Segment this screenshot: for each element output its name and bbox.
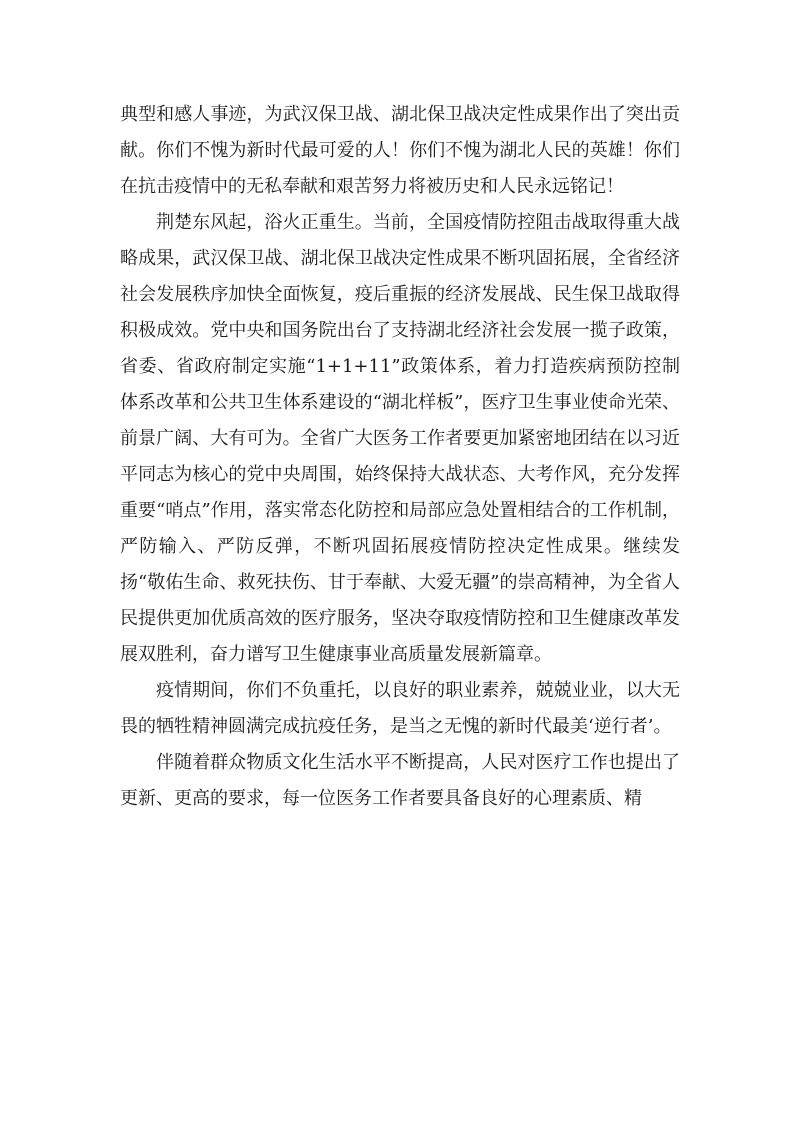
paragraph: 伴随着群众物质文化生活水平不断提高，人民对医疗工作也提出了更新、更高的要求，每一位医务工作者要具备良好的心理素质、精	[120, 752, 680, 809]
paragraph-continued: 典型和感人事迹，为武汉保卫战、湖北保卫战决定性成果作出了突出贡献。你们不愧为新时代最可爱的人！你们不愧为湖北人民的英雄！你们在抗击疫情中的无私奉献和艰苦努力将被历史和人民永远铭记！	[120, 104, 680, 197]
document-body	[120, 97, 680, 817]
paragraph: 荆楚东风起，浴火正重生。当前，全国疫情防控阻击战取得重大战略成果，武汉保卫战、湖北保卫战决定性成果不断巩固拓展，全省经济社会发展秩序加快全面恢复，疫后重振的经济发展战、民生保卫战取得积极成效。党中央和国务院出台了支持湖北经济社会发展一揽子政策，省委、省政府制定实施“1+1+11”政策体系，着力打造疾病预防控制体系改革和公共卫生体系建设的“湖北样板”，医疗卫生事业使命光荣、前景广阔、大有可为。全省广大医务工作者要更加紧密地团结在以习近平同志为核心的党中央周围，始终保持大战状态、大考作风，充分发挥重要“哨点”作用，落实常态化防控和局部应急处置相结合的工作机制，严防输入、严防反弹，不断巩固拓展疫情防控决定性成果。继续发扬“敬佑生命、救死扶伤、甘于奉献、大爱无疆”的崇高精神，为全省人民提供更加优质高效的医疗服务，坚决夺取疫情防控和卫生健康改革发展双胜利，奋力谱写卫生健康事业高质量发展新篇章。	[120, 212, 680, 665]
paragraph: 疫情期间，你们不负重托，以良好的职业素养，兢兢业业，以大无畏的牺牲精神圆满完成抗疫任务，是当之无愧的新时代最美‘逆行者’。	[120, 680, 680, 737]
